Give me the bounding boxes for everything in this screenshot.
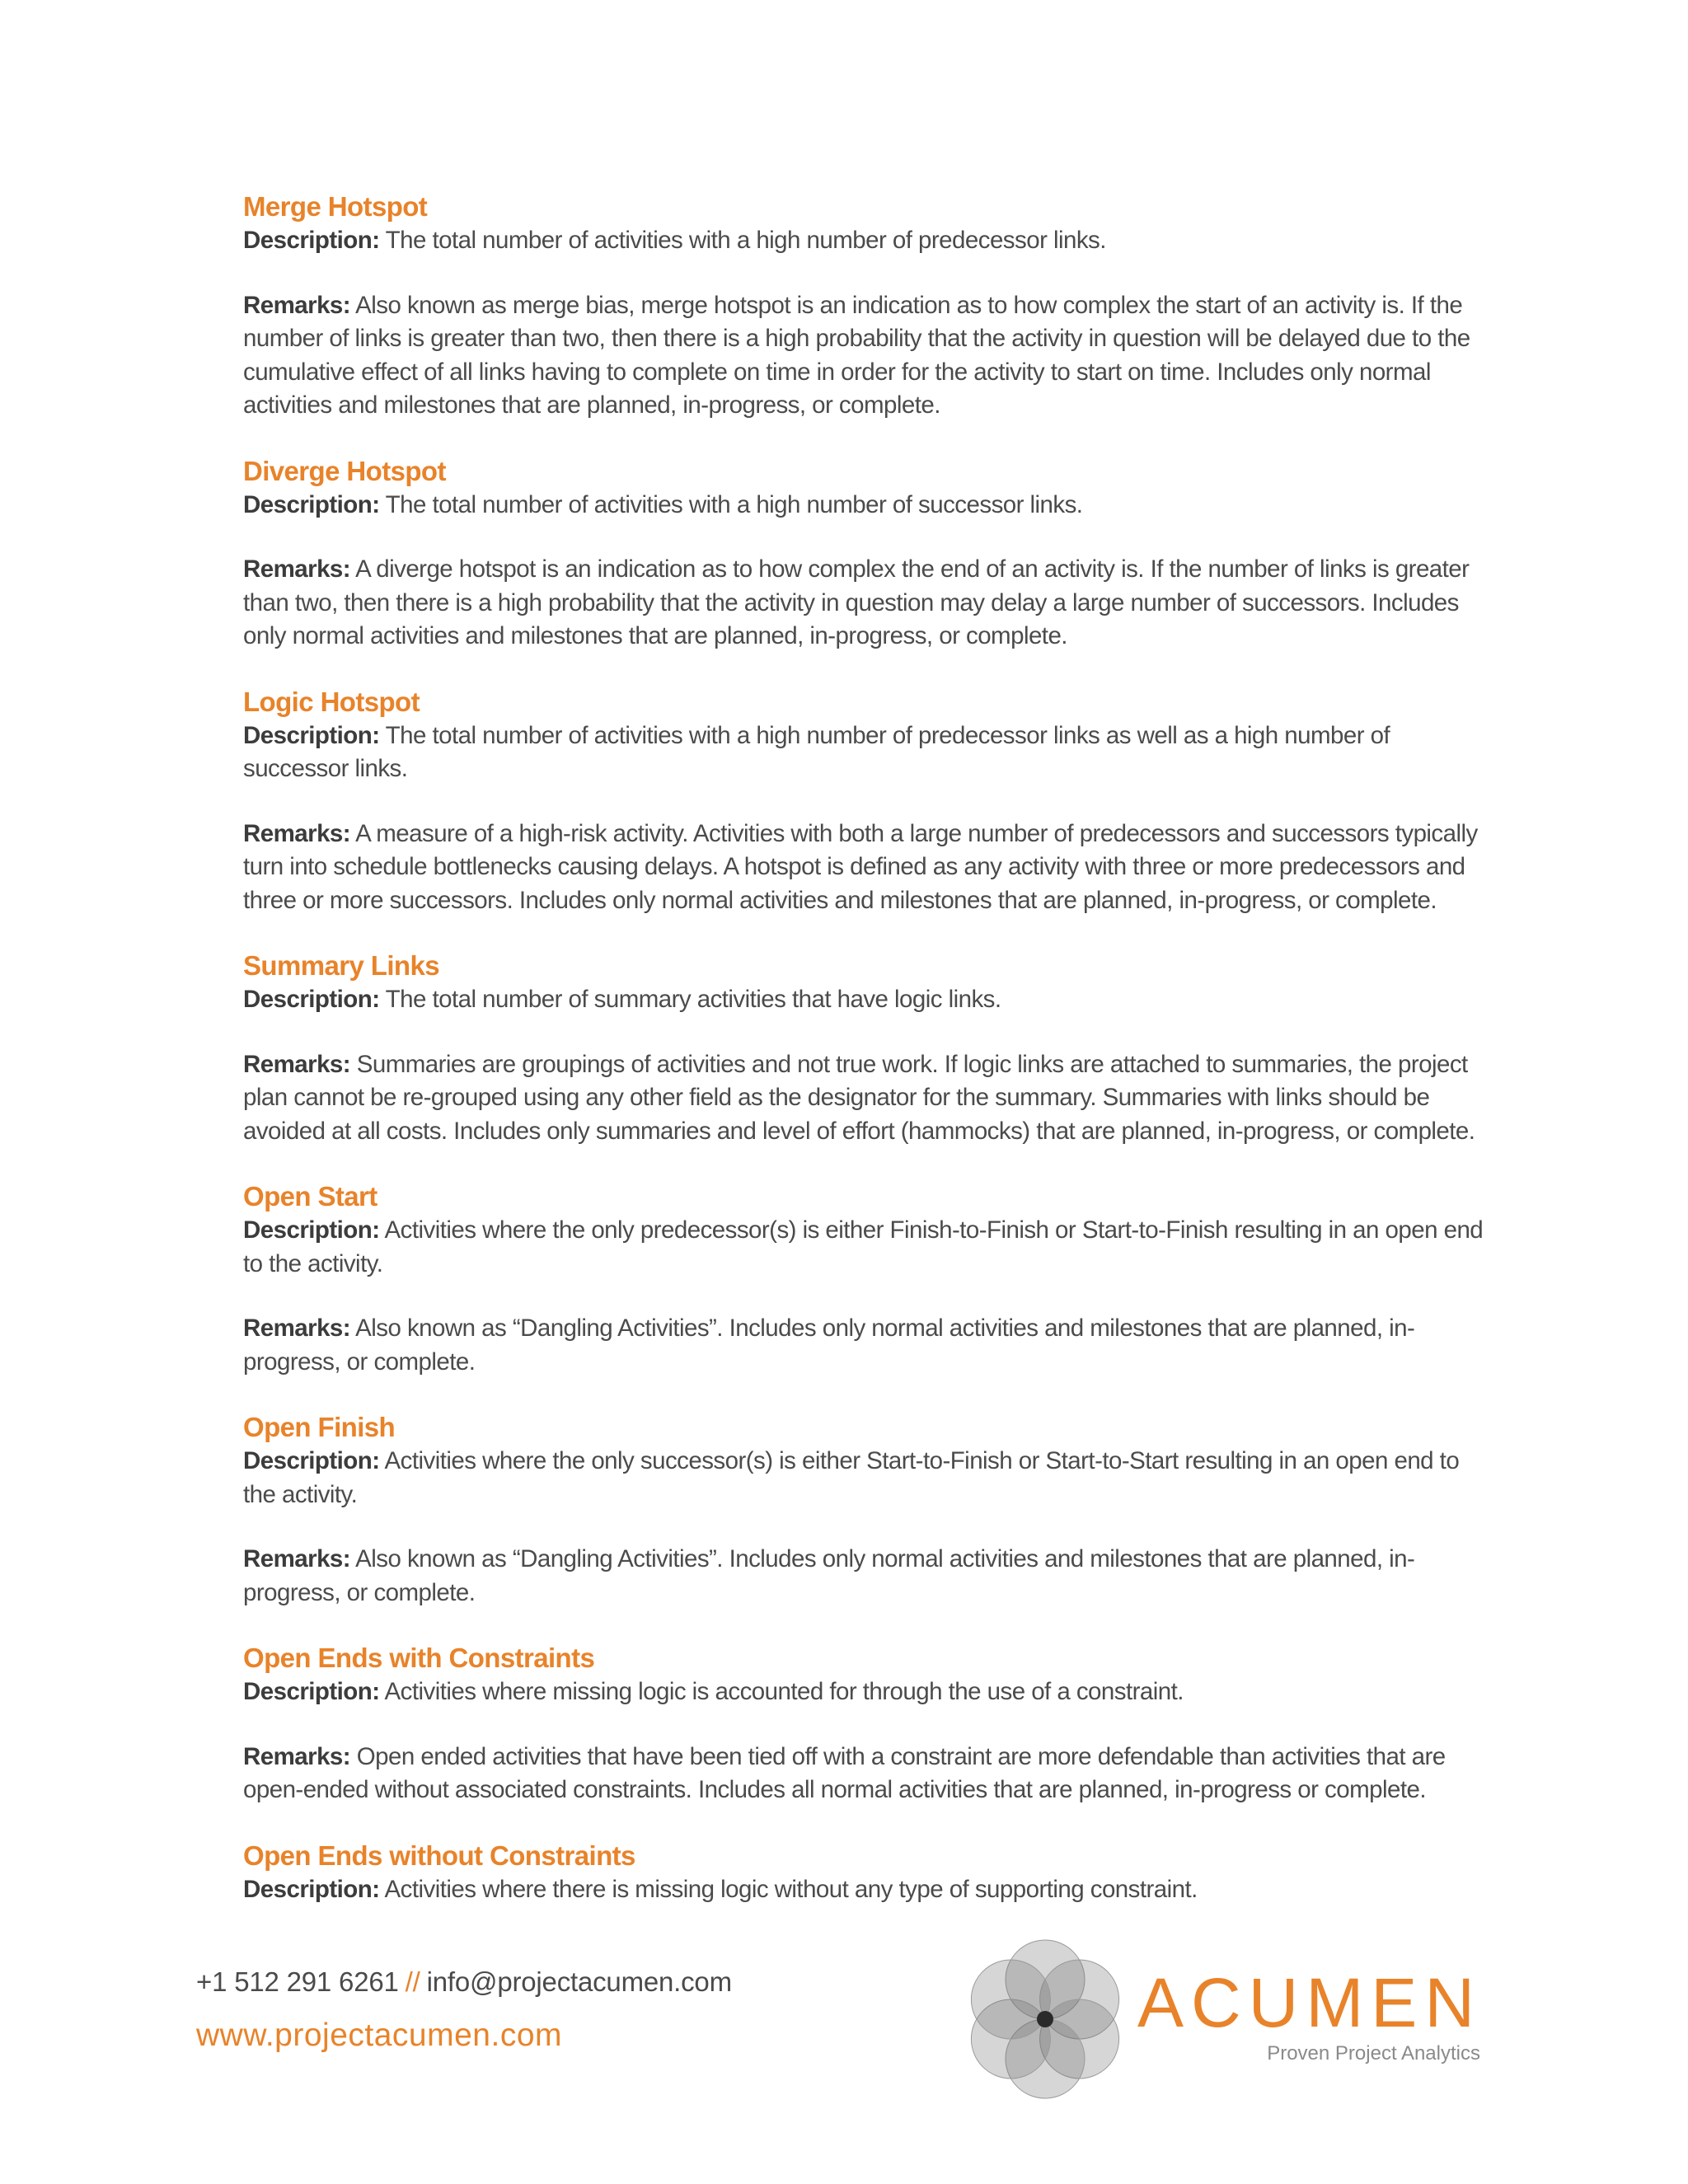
remarks-text: Also known as “Dangling Activities”. Includes only normal activities and milestones that are planned, in-progress, or complete.: [243, 1545, 1415, 1606]
description-label: Description:: [243, 721, 380, 749]
metric-description: [243, 1873, 1496, 1907]
metric-title: [243, 1179, 1496, 1214]
metric-description: [243, 224, 1496, 258]
footer-contact: [196, 1966, 732, 1999]
metric-entry: [243, 190, 1496, 423]
contact-separator: //: [405, 1966, 420, 1997]
metric-entry: [243, 1410, 1496, 1610]
metric-description: [243, 1445, 1496, 1511]
metric-description: [243, 1675, 1496, 1709]
metric-title-text: Open Ends with Constraints: [243, 1643, 595, 1673]
remarks-label: Remarks:: [243, 555, 351, 583]
metric-title-text: Open Start: [243, 1181, 377, 1212]
metric-remarks: [243, 818, 1496, 918]
description-label: Description:: [243, 1447, 380, 1474]
remarks-text: A measure of a high-risk activity. Activities with both a large number of predecessors and successors typically turn into schedule bottlenecks causing delays. A hotspot is defined as any activity with three or more predecessors and three or more successors. Includes only normal activities and milestones that are planned, in-progress, or complete.: [243, 819, 1478, 914]
remarks-text: Open ended activities that have been tied off with a constraint are more defendable than activities that are open-ended without associated constraints. Includes all normal activities that are planned, in-progress or complete.: [243, 1742, 1446, 1803]
description-text: The total number of activities with a high number of predecessor links as well as a high number of successor links.: [243, 721, 1390, 782]
metric-entry: [243, 949, 1496, 1148]
metric-entry: [243, 1839, 1496, 1907]
description-text: The total number of activities with a high number of successor links.: [385, 490, 1083, 518]
brand-tagline: Proven Project Analytics: [1267, 2042, 1480, 2064]
metric-title-text: Open Ends without Constraints: [243, 1840, 635, 1871]
description-label: Description:: [243, 227, 380, 254]
metric-title: [243, 454, 1496, 489]
email-link[interactable]: info@projectacumen.com: [426, 1966, 732, 1997]
metric-title-text: Open Finish: [243, 1412, 396, 1442]
phone-number: +1 512 291 6261: [196, 1966, 399, 1997]
metric-title: [243, 190, 1496, 224]
remarks-text: Also known as “Dangling Activities”. Includes only normal activities and milestones that are planned, in-progress, or complete.: [243, 1315, 1415, 1376]
description-label: Description:: [243, 986, 380, 1013]
remarks-text: A diverge hotspot is an indication as to how complex the end of an activity is. If the number of links is greater than two, then there is a high probability that the activity in question may delay a large number of successors. Includes only normal activities and milestones that are planned, in-progress, or complete.: [243, 555, 1470, 649]
metric-title-text: Diverge Hotspot: [243, 455, 446, 486]
metric-remarks: [243, 289, 1496, 423]
description-text: The total number of activities with a high number of predecessor links.: [385, 227, 1106, 254]
metric-title: [243, 1641, 1496, 1675]
remarks-label: Remarks:: [243, 1742, 351, 1770]
metric-remarks: [243, 1048, 1496, 1149]
description-label: Description:: [243, 1678, 380, 1705]
metric-description: [243, 489, 1496, 523]
metric-remarks: [243, 553, 1496, 654]
description-text: Activities where there is missing logic without any type of supporting constraint.: [384, 1875, 1198, 1903]
metric-title: [243, 949, 1496, 983]
metric-description: [243, 1214, 1496, 1281]
description-text: Activities where the only predecessor(s) is either Finish-to-Finish or Start-to-Finish resulting in an open end to the activity.: [243, 1216, 1484, 1277]
metric-description: [243, 983, 1496, 1017]
remarks-label: Remarks:: [243, 1315, 351, 1342]
metric-entry: [243, 685, 1496, 918]
remarks-label: Remarks:: [243, 1545, 351, 1572]
remarks-text: Also known as merge bias, merge hotspot is an indication as to how complex the start of an activity is. If the number of links is greater than two, then there is a high probability that the activity in question will be delayed due to the cumulative effect of all links having to complete on time in order for the activity to start on time. Includes only normal activities and milestones that are planned, in-progress, or complete.: [243, 291, 1470, 419]
overlapping-circles-logo-icon: [956, 1930, 1134, 2108]
description-label: Description:: [243, 1216, 380, 1244]
metric-title-text: Logic Hotspot: [243, 686, 420, 717]
description-text: Activities where missing logic is accounted for through the use of a constraint.: [384, 1678, 1184, 1705]
description-text: Activities where the only successor(s) is either Start-to-Finish or Start-to-Start resulting in an open end to the activity.: [243, 1447, 1460, 1508]
description-text: The total number of summary activities that have logic links.: [385, 986, 1001, 1013]
metric-remarks: [243, 1312, 1496, 1379]
remarks-label: Remarks:: [243, 1050, 351, 1078]
metric-remarks: [243, 1741, 1496, 1807]
metric-description: [243, 719, 1496, 786]
document-body: [243, 190, 1496, 1938]
metric-entry: [243, 1641, 1496, 1807]
metric-entry: [243, 1179, 1496, 1379]
description-label: Description:: [243, 490, 380, 518]
description-label: Description:: [243, 1875, 380, 1903]
metric-title-text: Summary Links: [243, 950, 439, 981]
remarks-text: Summaries are groupings of activities and not true work. If logic links are attached to summaries, the project plan cannot be re-grouped using any other field as the designator for the summary. Summaries with links should be avoided at all costs. Includes only summaries and level of effort (hammocks) that are planned, in-progress, or complete.: [243, 1050, 1475, 1145]
brand-wordmark: ACUMEN: [1137, 1964, 1482, 2041]
website-link[interactable]: www.projectacumen.com: [196, 2018, 562, 2053]
metric-entry: [243, 454, 1496, 654]
metric-remarks: [243, 1543, 1496, 1610]
metric-title-text: Merge Hotspot: [243, 191, 428, 222]
metric-title: [243, 1410, 1496, 1445]
remarks-label: Remarks:: [243, 291, 351, 319]
metric-title: [243, 685, 1496, 719]
metric-title: [243, 1839, 1496, 1873]
remarks-label: Remarks:: [243, 819, 351, 847]
